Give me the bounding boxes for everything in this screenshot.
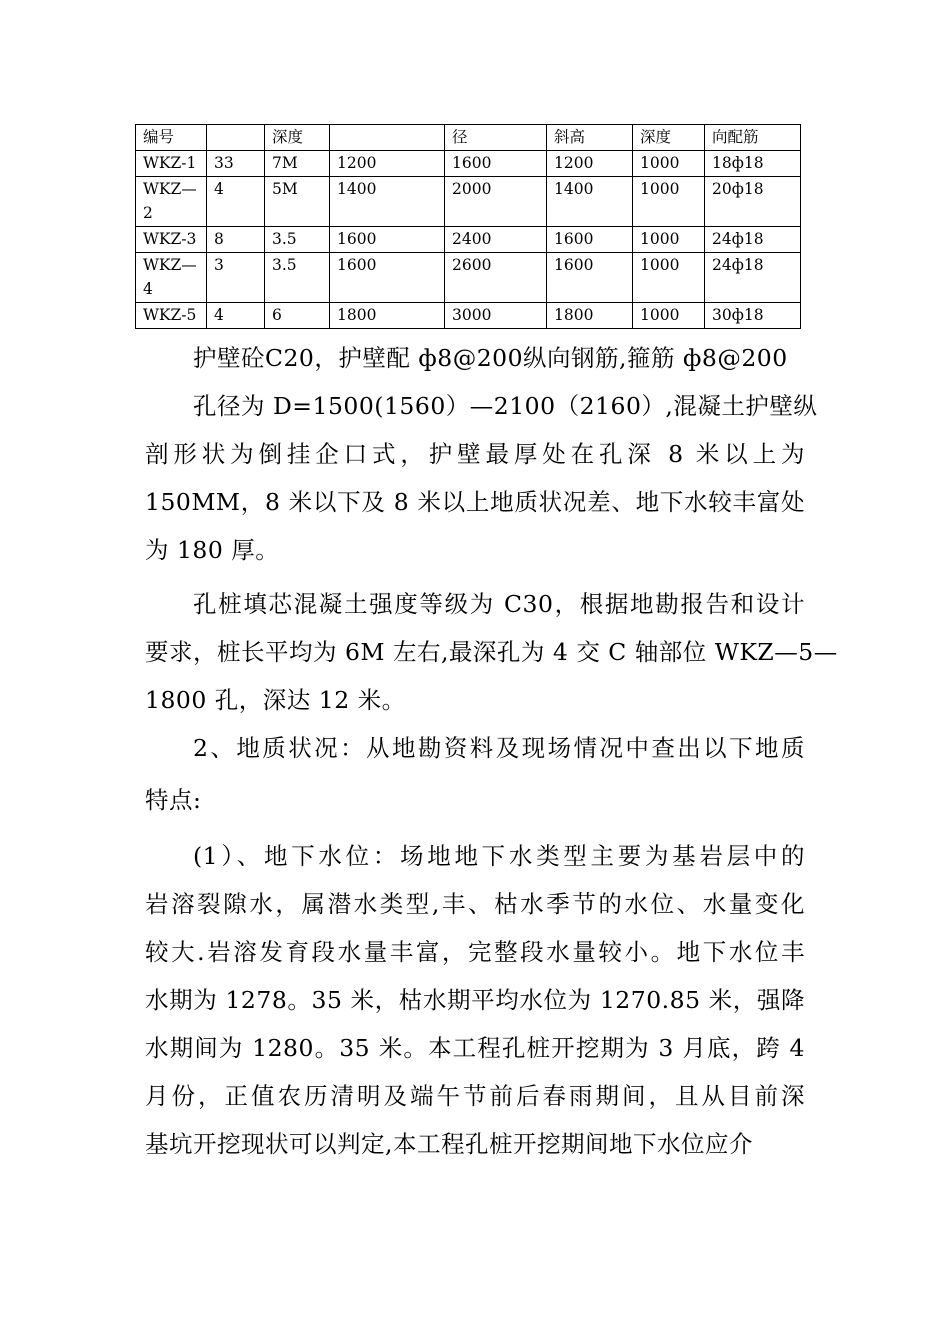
paragraph-line: 1800 孔，深达 12 米。 [145, 686, 406, 714]
paragraph-line: 孔桩填芯混凝土强度等级为 C30，根据地勘报告和设计 [193, 590, 805, 618]
table-cell: 1000 [633, 303, 705, 329]
table-cell: 1600 [445, 151, 547, 177]
table-cell: 2600 [445, 253, 547, 303]
table-header-cell: 编号 [136, 125, 207, 151]
paragraph-line: 基坑开挖现状可以判定,本工程孔桩开挖期间地下水位应介 [145, 1130, 753, 1158]
table-cell: 1800 [547, 303, 633, 329]
table-row [136, 177, 801, 227]
table-cell: 1000 [633, 253, 705, 303]
paragraph-line: 要求，桩长平均为 6M 左右,最深孔为 4 交 C 轴部位 WKZ—5— [145, 638, 838, 666]
table-header-cell: 向配筋 [705, 125, 801, 151]
paragraph-line: 为 180 厚。 [145, 536, 280, 564]
paragraph-line: 月份，正值农历清明及端午节前后春雨期间，且从目前深 [145, 1082, 805, 1110]
paragraph-line: 150MM，8 米以下及 8 米以上地质状况差、地下水较丰富处 [145, 488, 805, 516]
table-row [136, 303, 801, 329]
table-cell: 1600 [330, 227, 445, 253]
table-header-row [136, 125, 801, 151]
table-cell: 2400 [445, 227, 547, 253]
pile-spec-table [135, 124, 801, 329]
paragraph-line: 较大.岩溶发育段水量丰富，完整段水量较小。地下水位丰 [145, 938, 805, 966]
paragraph-line: 孔径为 D=1500(1560）—2100（2160）,混凝土护壁纵 [193, 392, 818, 420]
table-cell: 1600 [547, 253, 633, 303]
table-cell: 18ф18 [705, 151, 801, 177]
table-header-cell [330, 125, 445, 151]
paragraph-line: 护壁砼C20，护壁配 ф8@200纵向钢筋,箍筋 ф8@200 [193, 344, 788, 372]
table-cell: 30ф18 [705, 303, 801, 329]
table-cell: 1800 [330, 303, 445, 329]
table-cell: 2000 [445, 177, 547, 227]
table-cell: 8 [207, 227, 265, 253]
table-cell: 24ф18 [705, 253, 801, 303]
paragraph-line: 水期为 1278。35 米，枯水期平均水位为 1270.85 米，强降 [145, 986, 805, 1014]
table-header-cell: 深度 [633, 125, 705, 151]
table-cell: 1400 [330, 177, 445, 227]
paragraph-line: 水期间为 1280。35 米。本工程孔桩开挖期为 3 月底，跨 4 [145, 1034, 805, 1062]
table-header-cell [207, 125, 265, 151]
table-cell: 3.5 [265, 227, 330, 253]
table-cell: 3000 [445, 303, 547, 329]
table-cell: WKZ-1 [136, 151, 207, 177]
table-cell: WKZ-3 [136, 227, 207, 253]
table-cell: 4 [207, 303, 265, 329]
table-cell: 7M [265, 151, 330, 177]
table-row [136, 151, 801, 177]
table-cell: 24ф18 [705, 227, 801, 253]
table-cell: 4 [207, 177, 265, 227]
table-row [136, 253, 801, 303]
paragraph-line: 剖形状为倒挂企口式，护壁最厚处在孔深 8 米以上为 [145, 440, 805, 468]
table-header-cell: 斜高 [547, 125, 633, 151]
table-cell: 3.5 [265, 253, 330, 303]
table-cell: 33 [207, 151, 265, 177]
table-cell: 1000 [633, 177, 705, 227]
table-header-cell: 深度 [265, 125, 330, 151]
table-cell: WKZ-5 [136, 303, 207, 329]
table-cell: 1200 [547, 151, 633, 177]
table-header-cell: 径 [445, 125, 547, 151]
paragraph-line: 2、地质状况：从地勘资料及现场情况中查出以下地质 [193, 734, 805, 762]
table-row [136, 227, 801, 253]
table-cell: 1000 [633, 151, 705, 177]
table-cell: WKZ— 4 [136, 253, 207, 303]
table-cell: 3 [207, 253, 265, 303]
paragraph-line: 岩溶裂隙水，属潜水类型,丰、枯水季节的水位、水量变化 [145, 890, 805, 918]
table-cell: 1600 [547, 227, 633, 253]
table-cell: WKZ— 2 [136, 177, 207, 227]
paragraph-line: 特点: [145, 786, 202, 814]
table-cell: 5M [265, 177, 330, 227]
table-cell: 1400 [547, 177, 633, 227]
table-cell: 1000 [633, 227, 705, 253]
table-cell: 1200 [330, 151, 445, 177]
table-cell: 6 [265, 303, 330, 329]
table-cell: 1600 [330, 253, 445, 303]
table-cell: 20ф18 [705, 177, 801, 227]
paragraph-line: (1）、地下水位：场地地下水类型主要为基岩层中的 [193, 842, 805, 870]
